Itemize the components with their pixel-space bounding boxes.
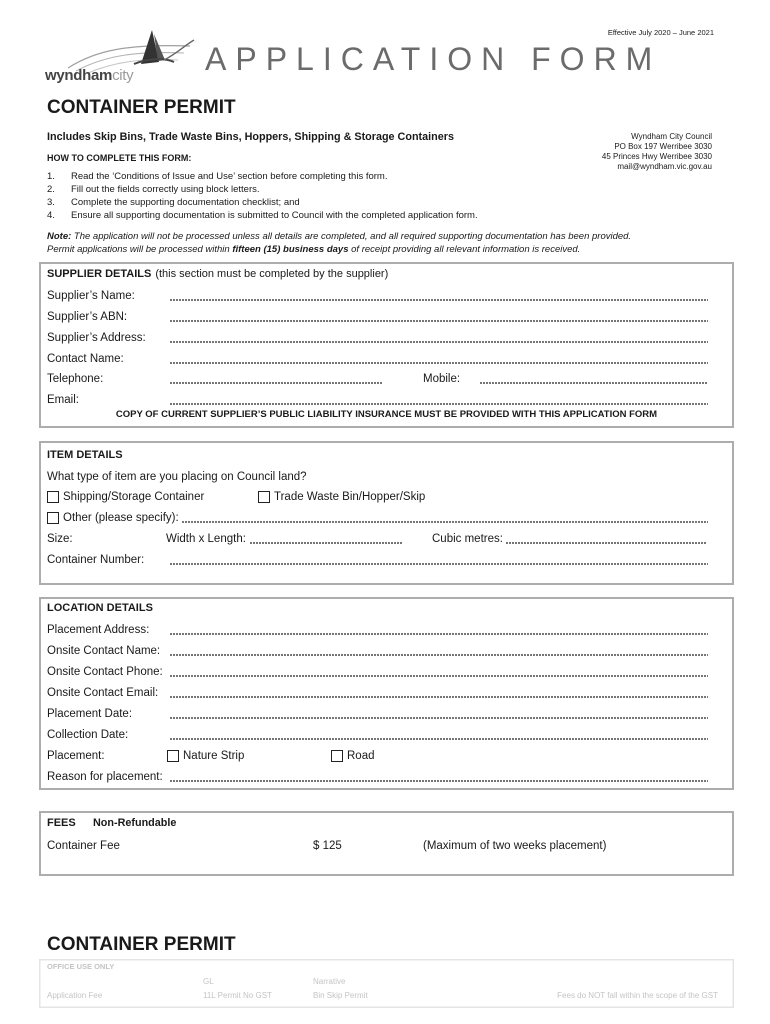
container-number-label: Container Number: [47, 554, 145, 566]
supplier-details-section [39, 262, 734, 428]
supplier-address-label: Supplier’s Address: [47, 332, 146, 344]
office-use-section [39, 959, 734, 1008]
trade-waste-bin-checkbox[interactable] [258, 491, 270, 503]
supplier-details-instruction: (this section must be completed by the supplier) [155, 268, 389, 280]
supplier-abn-field[interactable] [170, 310, 708, 322]
step-text: Read the ‘Conditions of Issue and Use’ section before completing this form. [71, 171, 388, 182]
trade-waste-bin-label: Trade Waste Bin/Hopper/Skip [274, 491, 426, 503]
note-label: Note: [47, 231, 72, 242]
list-item [47, 209, 478, 222]
mobile-label: Mobile: [423, 373, 461, 385]
placement-label: Placement: [47, 750, 105, 762]
onsite-contact-email-label: Onsite Contact Email: [47, 687, 159, 699]
onsite-contact-phone-label: Onsite Contact Phone: [47, 666, 163, 678]
note-text-after: of receipt providing all relevant information is received. [348, 244, 581, 255]
location-details-section [39, 597, 734, 790]
step-text: Ensure all supporting documentation is submitted to Council with the completed application form. [71, 210, 478, 221]
supplier-details-heading: SUPPLIER DETAILS [47, 268, 152, 280]
cubic-metres-field[interactable] [506, 532, 706, 544]
gl-code-value: 11L Permit No GST [203, 991, 272, 1000]
step-number: 2. [47, 184, 55, 195]
narrative-value: Bin Skip Permit [313, 991, 368, 1000]
collection-date-label: Collection Date: [47, 729, 129, 741]
office-section-title: CONTAINER PERMIT [47, 934, 236, 955]
supplier-address-field[interactable] [170, 331, 708, 343]
logo-wordmark-secondary: city [112, 67, 134, 84]
council-street: 45 Princes Hwy Werribee 3030 [601, 152, 712, 161]
onsite-contact-name-field[interactable] [170, 644, 708, 656]
mobile-field[interactable] [480, 372, 708, 384]
instructions-heading: HOW TO COMPLETE THIS FORM: [47, 153, 192, 163]
list-item [47, 170, 478, 183]
telephone-field[interactable] [170, 372, 383, 384]
form-title: APPLICATION FORM [205, 41, 662, 77]
page-title: CONTAINER PERMIT [47, 97, 236, 118]
container-fee-note: (Maximum of two weeks placement) [423, 840, 607, 852]
list-item [47, 183, 478, 196]
onsite-contact-phone-field[interactable] [170, 665, 708, 677]
council-name: Wyndham City Council [631, 132, 712, 141]
location-details-heading: LOCATION DETAILS [47, 602, 153, 614]
contact-name-field[interactable] [170, 352, 708, 364]
placement-date-label: Placement Date: [47, 708, 133, 720]
note-line-2 [47, 243, 631, 256]
item-details-heading: ITEM DETAILS [47, 449, 123, 461]
fees-heading: FEES [47, 817, 76, 829]
note-text-before: Permit applications will be processed within [47, 244, 233, 255]
placement-address-field[interactable] [170, 623, 708, 635]
size-label: Size: [47, 533, 73, 545]
logo-wordmark-primary: wyndham [45, 67, 113, 84]
placement-date-field[interactable] [170, 707, 708, 719]
width-length-field[interactable] [250, 532, 403, 544]
step-text: Fill out the fields correctly using block letters. [71, 184, 260, 195]
placement-address-label: Placement Address: [47, 624, 150, 636]
other-item-field[interactable] [182, 511, 708, 523]
onsite-contact-email-field[interactable] [170, 686, 708, 698]
road-checkbox[interactable] [331, 750, 343, 762]
shipping-storage-container-label: Shipping/Storage Container [63, 491, 205, 503]
effective-period: Effective July 2020 – June 2021 [607, 28, 714, 37]
item-type-question: What type of item are you placing on Council land? [47, 471, 307, 483]
cubic-metres-label: Cubic metres: [432, 533, 503, 545]
step-number: 3. [47, 197, 55, 208]
council-address [602, 132, 712, 172]
nature-strip-checkbox[interactable] [167, 750, 179, 762]
fees-refund-status: Non-Refundable [93, 817, 177, 829]
collection-date-field[interactable] [170, 728, 708, 740]
placement-reason-label: Reason for placement: [47, 771, 163, 783]
application-fee-label: Application Fee [47, 991, 103, 1000]
note-text: The application will not be processed unless all details are completed, and all required supporting documentation has been provided. [71, 231, 632, 242]
width-length-label: Width x Length: [166, 533, 246, 545]
list-item [47, 196, 478, 209]
container-number-field[interactable] [170, 553, 708, 565]
narrative-column-header: Narrative [313, 977, 346, 986]
road-label: Road [347, 750, 375, 762]
note-line-1 [47, 230, 631, 243]
permit-scope: Includes Skip Bins, Trade Waste Bins, Hoppers, Shipping & Storage Containers [47, 131, 454, 143]
shipping-storage-container-checkbox[interactable] [47, 491, 59, 503]
gl-column-header: GL [203, 977, 214, 986]
email-field[interactable] [170, 393, 708, 405]
step-number: 1. [47, 171, 55, 182]
gst-note: Fees do NOT fall within the scope of the GST [557, 991, 718, 1000]
fees-section [39, 811, 734, 876]
office-use-heading: OFFICE USE ONLY [47, 962, 115, 971]
step-text: Complete the supporting documentation checklist; and [71, 197, 300, 208]
nature-strip-label: Nature Strip [183, 750, 245, 762]
email-label: Email: [47, 394, 79, 406]
processing-note [47, 230, 631, 256]
note-emphasis: fifteen (15) business days [232, 244, 349, 255]
supplier-name-label: Supplier’s Name: [47, 290, 135, 302]
wyndham-city-logo [0, 0, 200, 90]
council-po-box: PO Box 197 Werribee 3030 [614, 142, 712, 151]
container-fee-label: Container Fee [47, 840, 120, 852]
instructions-list [47, 170, 478, 222]
insurance-notice: COPY OF CURRENT SUPPLIER’S PUBLIC LIABILITY INSURANCE MUST BE PROVIDED WITH THIS APPLICATION FORM [115, 409, 658, 420]
contact-name-label: Contact Name: [47, 353, 124, 365]
container-fee-amount: $ 125 [313, 840, 342, 852]
step-number: 4. [47, 210, 55, 221]
logo-wordmark [45, 67, 133, 85]
supplier-name-field[interactable] [170, 289, 708, 301]
placement-reason-field[interactable] [170, 770, 708, 782]
other-item-label: Other (please specify): [63, 512, 179, 524]
item-details-section [39, 441, 734, 585]
onsite-contact-name-label: Onsite Contact Name: [47, 645, 161, 657]
supplier-abn-label: Supplier’s ABN: [47, 311, 128, 323]
supplier-details-heading-row [47, 267, 388, 281]
council-email-link[interactable]: mail@wyndham.vic.gov.au [617, 162, 712, 171]
telephone-label: Telephone: [47, 373, 104, 385]
other-item-checkbox[interactable] [47, 512, 59, 524]
